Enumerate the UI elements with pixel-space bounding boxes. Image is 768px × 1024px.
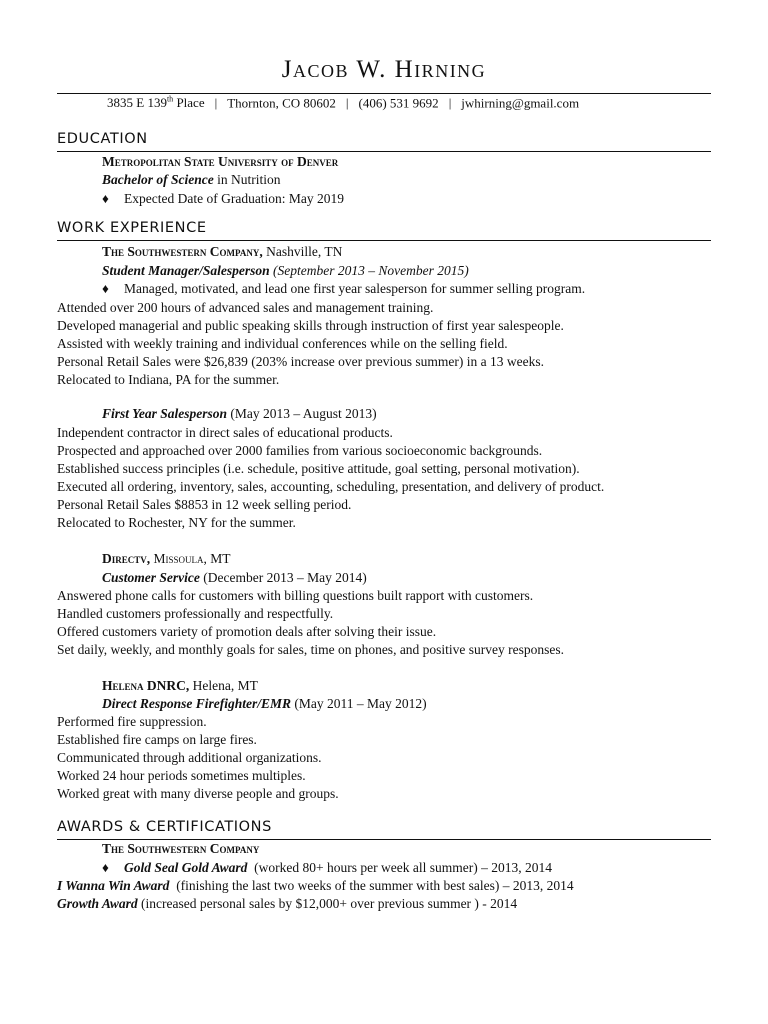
list-item: Performed fire suppression.	[57, 714, 207, 729]
job-duties-list	[57, 713, 339, 803]
address: 3835 E 139th Place	[107, 95, 205, 111]
job-first-item: ♦ Managed, motivated, and lead one first year salesperson for summer selling program.	[102, 281, 586, 296]
contact-separator: |	[214, 95, 218, 111]
header-divider	[57, 93, 711, 94]
job-duties-list	[57, 587, 564, 659]
degree-line: Bachelor of Science in Nutrition	[102, 172, 281, 187]
list-item: Prospected and approached over 2000 families from various socioeconomic backgrounds.	[57, 443, 543, 458]
education-divider	[57, 151, 711, 152]
phone: (406) 531 9692	[358, 95, 439, 111]
school-name: Metropolitan State University of Denver	[102, 154, 339, 169]
contact-separator: |	[448, 95, 452, 111]
list-item: Answered phone calls for customers with billing questions built rapport with customers.	[57, 588, 534, 603]
award-item: I Wanna Win Award (finishing the last two weeks of the summer with best sales) – 2013, 2014	[57, 878, 574, 893]
job-company: The Southwestern Company, Nashville, TN	[102, 244, 343, 259]
job-role: First Year Salesperson (May 2013 – August 2013)	[102, 406, 377, 421]
award-item: Growth Award (increased personal sales by $12,000+ over previous summer ) - 2014	[57, 896, 518, 911]
list-item: Executed all ordering, inventory, sales, accounting, scheduling, presentation, and delivery of product.	[57, 479, 605, 494]
contact-separator: |	[345, 95, 349, 111]
city: Thornton, CO 80602	[227, 95, 336, 111]
job-duties-list	[57, 424, 604, 532]
awards-heading: AWARDS & CERTIFICATIONS	[57, 819, 272, 835]
list-item: Assisted with weekly training and individual conferences while on the selling field.	[57, 336, 508, 351]
job-duties-list	[57, 299, 564, 389]
list-item: Personal Retail Sales $8853 in 12 week selling period.	[57, 497, 352, 512]
job-role: Student Manager/Salesperson (September 2013 – November 2015)	[102, 263, 469, 278]
job-role: Direct Response Firefighter/EMR (May 2011 – May 2012)	[102, 696, 427, 711]
awards-company: The Southwestern Company	[102, 841, 260, 856]
job-company: Helena DNRC, Helena, MT	[102, 678, 258, 693]
email: jwhirning@gmail.com	[461, 95, 580, 111]
work-heading: WORK EXPERIENCE	[57, 220, 207, 236]
list-item: Established fire camps on large fires.	[57, 732, 257, 747]
list-item: Handled customers professionally and respectfully.	[57, 606, 334, 621]
list-item: Established success principles (i.e. schedule, positive attitude, goal setting, personal motivation).	[57, 461, 580, 476]
list-item: Worked great with many diverse people and groups.	[57, 786, 339, 801]
list-item: Relocated to Indiana, PA for the summer.	[57, 372, 280, 387]
list-item: Independent contractor in direct sales of educational products.	[57, 425, 393, 440]
award-item: ♦ Gold Seal Gold Award (worked 80+ hours per week all summer) – 2013, 2014	[102, 860, 552, 875]
list-item: Offered customers variety of promotion deals after solving their issue.	[57, 624, 437, 639]
list-item: Relocated to Rochester, NY for the summer.	[57, 515, 296, 530]
graduation-line: ♦ Expected Date of Graduation: May 2019	[102, 191, 345, 206]
list-item: Set daily, weekly, and monthly goals for sales, time on phones, and positive survey responses.	[57, 642, 565, 657]
candidate-name: Jacob W. Hirning	[281, 56, 487, 83]
list-item: Communicated through additional organizations.	[57, 750, 322, 765]
contact-line	[107, 95, 579, 111]
diamond-bullet-icon: ♦	[102, 191, 109, 206]
diamond-bullet-icon: ♦	[102, 860, 109, 875]
education-heading: EDUCATION	[57, 131, 148, 147]
job-company: Directv, Missoula, MT	[102, 551, 231, 566]
list-item: Developed managerial and public speaking skills through instruction of first year salespeople.	[57, 318, 564, 333]
list-item: Worked 24 hour periods sometimes multiples.	[57, 768, 306, 783]
work-divider	[57, 240, 711, 241]
list-item: Personal Retail Sales were $26,839 (203% increase over previous summer) in a 13 weeks.	[57, 354, 544, 369]
job-role: Customer Service (December 2013 – May 2014)	[102, 570, 367, 585]
list-item: Attended over 200 hours of advanced sales and management training.	[57, 300, 434, 315]
diamond-bullet-icon: ♦	[102, 281, 109, 296]
